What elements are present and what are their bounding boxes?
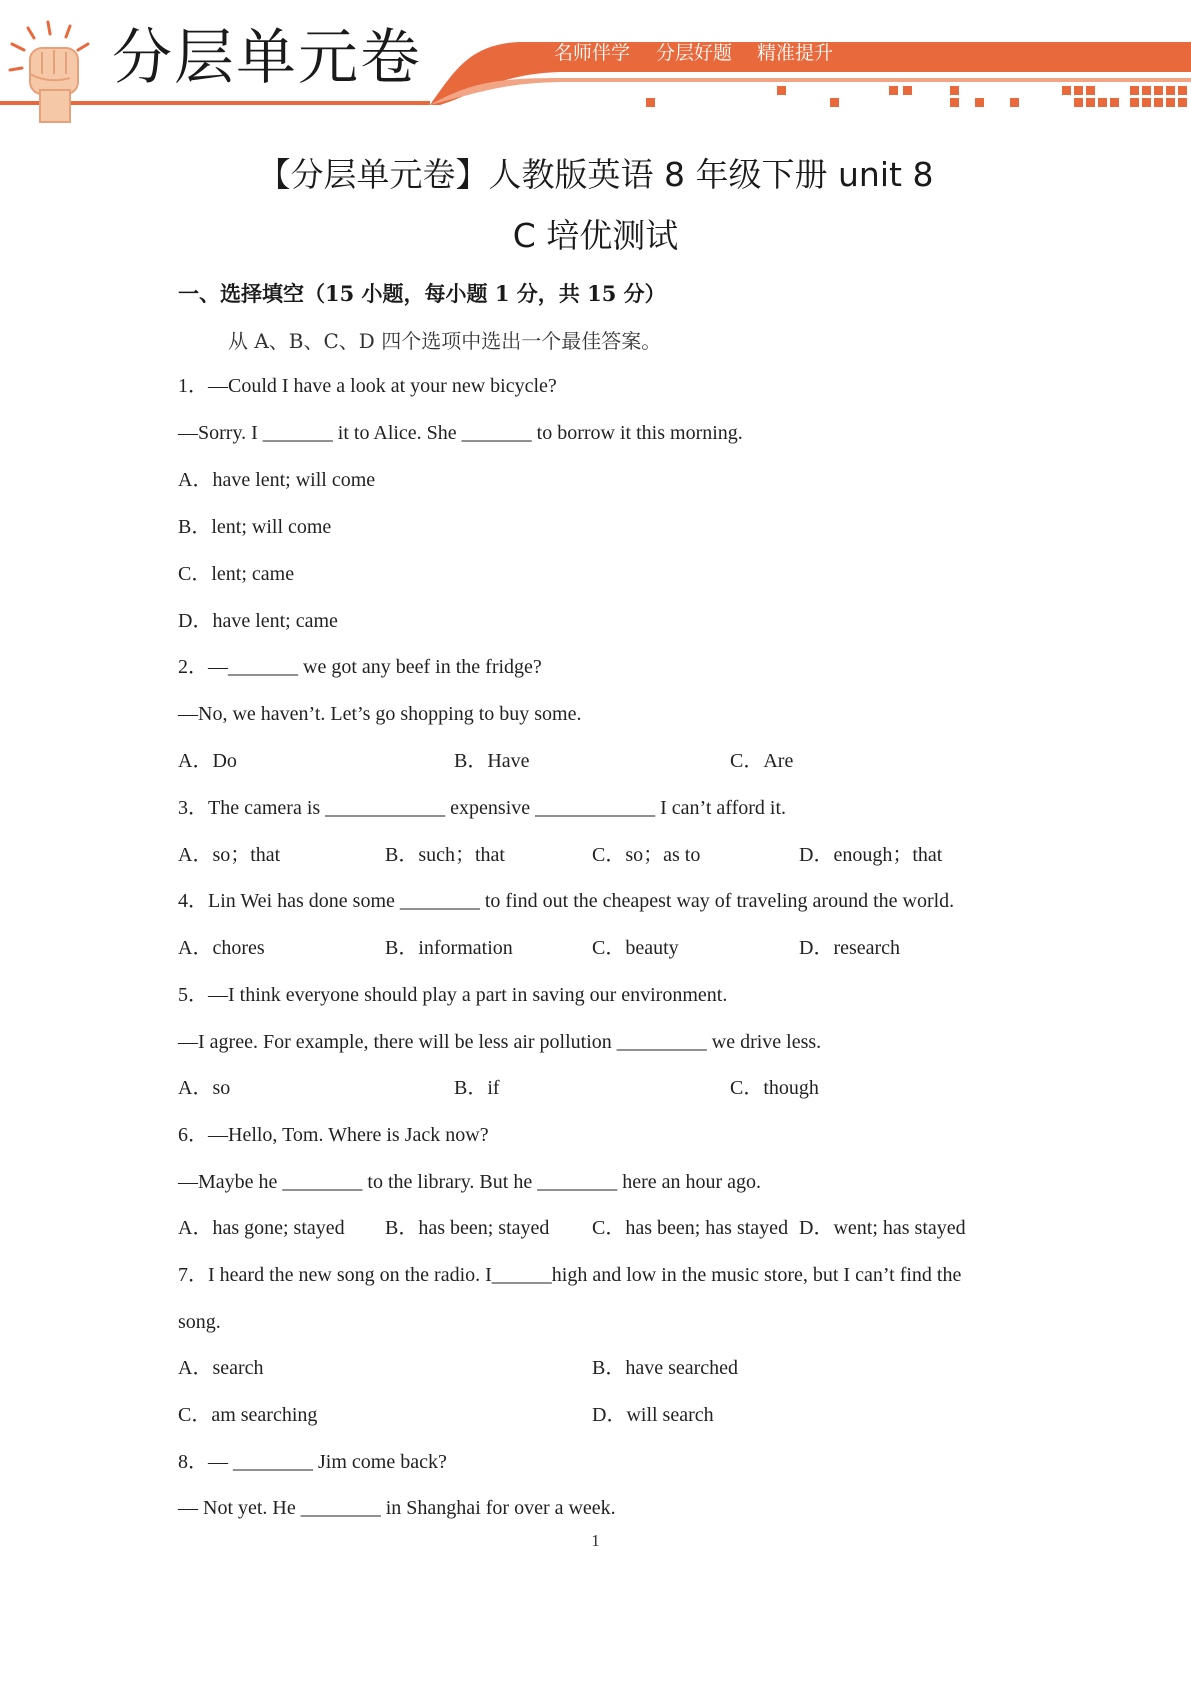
question-3-option-d[interactable]: D．enough；that bbox=[799, 844, 943, 866]
header-banner bbox=[0, 0, 1191, 130]
question-6-response: —Maybe he ________ to the library. But he ________ here an hour ago. bbox=[178, 1171, 762, 1193]
question-6-option-c[interactable]: C．has been; has stayed bbox=[592, 1217, 789, 1239]
question-2-response: —No, we haven’t. Let’s go shopping to buy some. bbox=[178, 703, 582, 725]
question-7-option-c[interactable]: C．am searching bbox=[178, 1404, 318, 1426]
question-5-prompt: 5．—I think everyone should play a part in saving our environment. bbox=[178, 984, 728, 1006]
question-1-option-a[interactable]: A．have lent; will come bbox=[178, 469, 376, 491]
question-4-option-d[interactable]: D．research bbox=[799, 937, 901, 959]
slogan-2: 分层好题 bbox=[656, 42, 733, 64]
question-3-option-c[interactable]: C．so；as to bbox=[592, 844, 701, 866]
question-5-option-b[interactable]: B．if bbox=[454, 1077, 500, 1099]
brand-title: 分层单元卷 bbox=[112, 23, 422, 93]
question-3-option-b[interactable]: B．such；that bbox=[385, 844, 505, 866]
document-subtitle: C 培优测试 bbox=[512, 216, 679, 255]
question-4-option-c[interactable]: C．beauty bbox=[592, 937, 679, 959]
question-3-prompt: 3．The camera is ____________ expensive ____________ I can’t afford it. bbox=[178, 797, 787, 819]
question-7-option-a[interactable]: A．search bbox=[178, 1357, 264, 1379]
section-instructions: 从 A、B、C、D 四个选项中选出一个最佳答案。 bbox=[228, 329, 662, 353]
question-6-option-a[interactable]: A．has gone; stayed bbox=[178, 1217, 345, 1239]
question-1-option-c[interactable]: C．lent; came bbox=[178, 563, 295, 585]
fist-icon bbox=[10, 22, 88, 122]
question-5-option-c[interactable]: C．though bbox=[730, 1077, 819, 1099]
document-title: 【分层单元卷】人教版英语 8 年级下册 unit 8 bbox=[257, 155, 934, 194]
page-number: 1 bbox=[591, 1531, 600, 1550]
question-1-option-b[interactable]: B．lent; will come bbox=[178, 516, 332, 538]
section-heading: 一、选择填空（15 小题，每小题 1 分，共 15 分） bbox=[178, 281, 666, 306]
question-3-option-a[interactable]: A．so；that bbox=[178, 844, 281, 866]
question-2-prompt: 2．—_______ we got any beef in the fridge? bbox=[178, 656, 542, 678]
question-8-prompt: 8．— ________ Jim come back? bbox=[178, 1451, 447, 1473]
question-1-option-d[interactable]: D．have lent; came bbox=[178, 610, 338, 632]
slogan-3: 精准提升 bbox=[757, 42, 834, 64]
slogan-1: 名师伴学 bbox=[554, 42, 631, 64]
question-7-prompt-continued: song. bbox=[178, 1311, 221, 1333]
decorative-squares bbox=[646, 86, 1187, 107]
question-4-prompt: 4．Lin Wei has done some ________ to find out the cheapest way of traveling around the world. bbox=[178, 890, 955, 912]
question-1-response: —Sorry. I _______ it to Alice. She _______ to borrow it this morning. bbox=[178, 422, 743, 444]
question-2-option-a[interactable]: A．Do bbox=[178, 750, 237, 772]
question-5-response: —I agree. For example, there will be less air pollution _________ we drive less. bbox=[178, 1031, 822, 1053]
question-7-option-d[interactable]: D．will search bbox=[592, 1404, 714, 1426]
question-2-option-b[interactable]: B．Have bbox=[454, 750, 530, 772]
question-7-prompt: 7．I heard the new song on the radio. I______high and low in the music store, but I can’t find the bbox=[178, 1264, 962, 1286]
question-4-option-b[interactable]: B．information bbox=[385, 937, 513, 959]
question-6-prompt: 6．—Hello, Tom. Where is Jack now? bbox=[178, 1124, 489, 1146]
question-8-response: — Not yet. He ________ in Shanghai for over a week. bbox=[178, 1497, 616, 1519]
question-1-prompt: 1．—Could I have a look at your new bicycle? bbox=[178, 375, 557, 397]
question-2-option-c[interactable]: C．Are bbox=[730, 750, 794, 772]
question-6-option-b[interactable]: B．has been; stayed bbox=[385, 1217, 550, 1239]
question-4-option-a[interactable]: A．chores bbox=[178, 937, 265, 959]
question-5-option-a[interactable]: A．so bbox=[178, 1077, 231, 1099]
question-7-option-b[interactable]: B．have searched bbox=[592, 1357, 739, 1379]
question-6-option-d[interactable]: D．went; has stayed bbox=[799, 1217, 966, 1239]
